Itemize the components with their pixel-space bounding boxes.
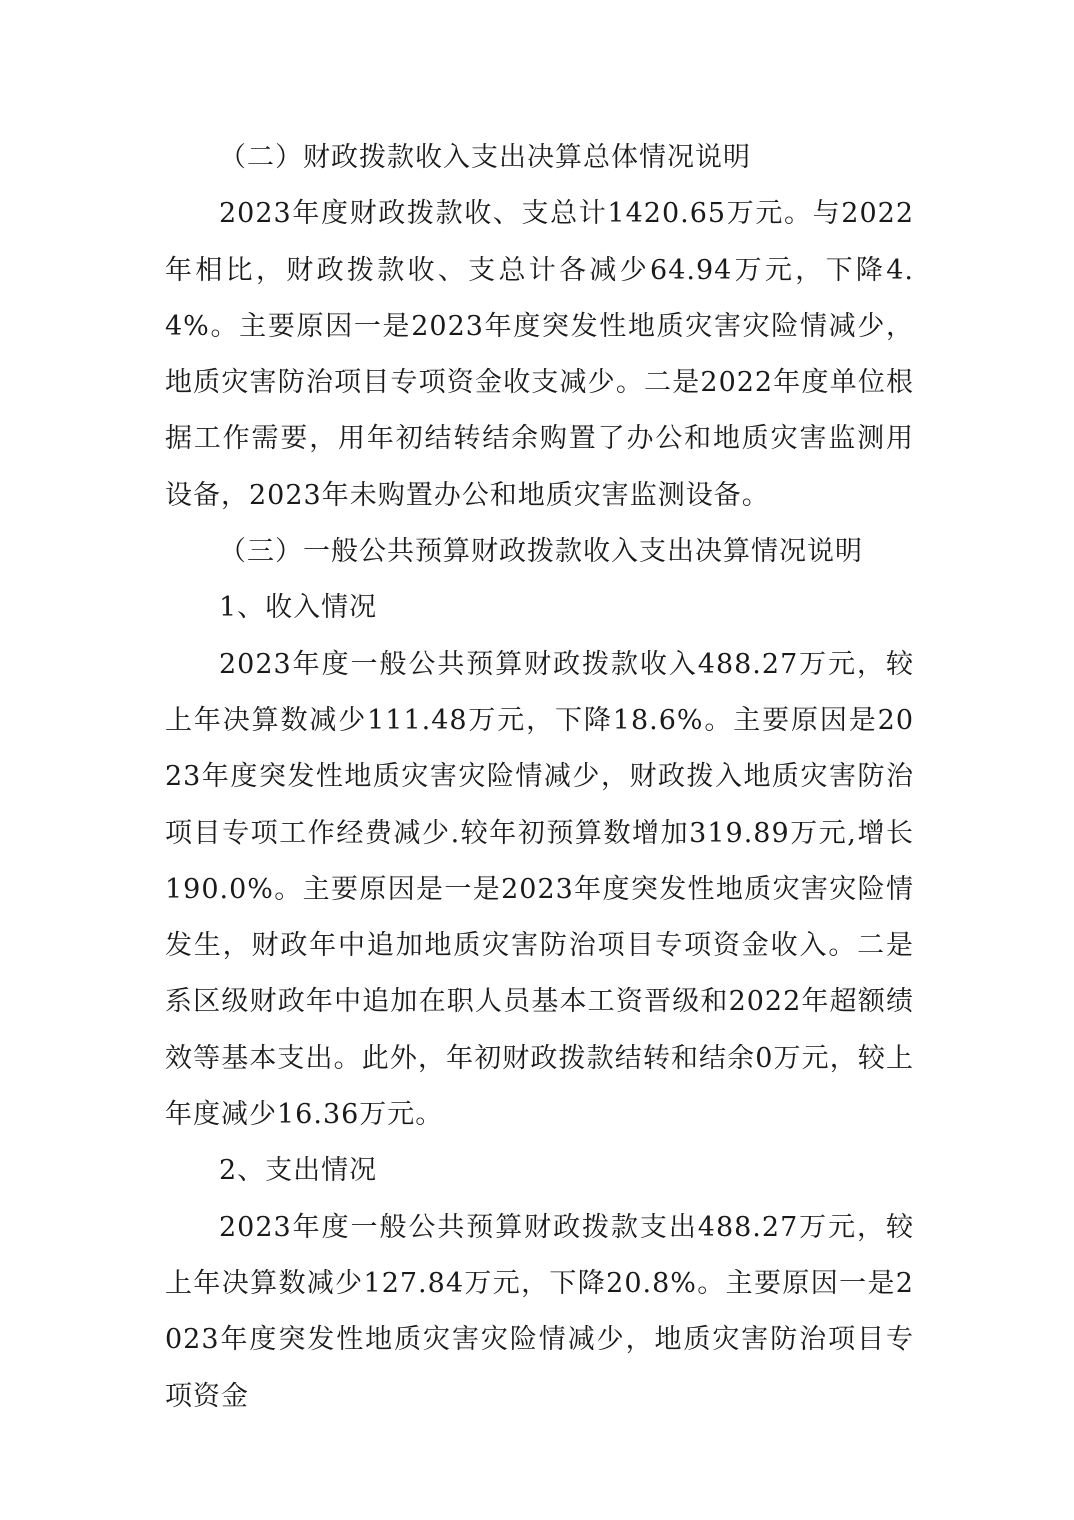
income-heading: 1、收入情况 — [219, 592, 378, 624]
expense-body: 2023年度一般公共预算财政拨款支出488.27万元，较上年决算数减少127.84万元，下降20.8%。主要原因一是2023年度突发性地质灾害灾险情减少，地质灾害防治项目专项资金 — [165, 1211, 914, 1412]
income-body: 2023年度一般公共预算财政拨款收入488.27万元，较上年决算数减少111.48万元，下降18.6%。主要原因是2023年度突发性地质灾害灾险情减少，财政拨入地质灾害防治项目专项工作经费减少.较年初预算数增加319.89万元,增长190.0%。主要原因是一是2023年度突发性地质灾害灾险情发生，财政年中追加地质灾害防治项目专项资金收入。二是系区级财政年中追加在职人员基本工资晋级和2022年超额绩效等基本支出。此外，年初财政拨款结转和结余0万元，较上年度减少16.36万元。 — [165, 648, 914, 1131]
section2-heading: （二）财政拨款收入支出决算总体情况说明 — [219, 142, 751, 173]
section2-body: 2023年度财政拨款收、支总计1420.65万元。与2022年相比，财政拨款收、支总计各减少64.94万元，下降4.4%。主要原因一是2023年度突发性地质灾害灾险情减少，地质灾害防治项目专项资金收支减少。二是2022年度单位根据工作需要，用年初结转结余购置了办公和地质灾害监测用设备，2023年未购置办公和地质灾害监测设备。 — [165, 198, 914, 511]
expense-heading: 2、支出情况 — [219, 1155, 378, 1187]
section3-heading: （三）一般公共预算财政拨款收入支出决算情况说明 — [219, 536, 863, 568]
